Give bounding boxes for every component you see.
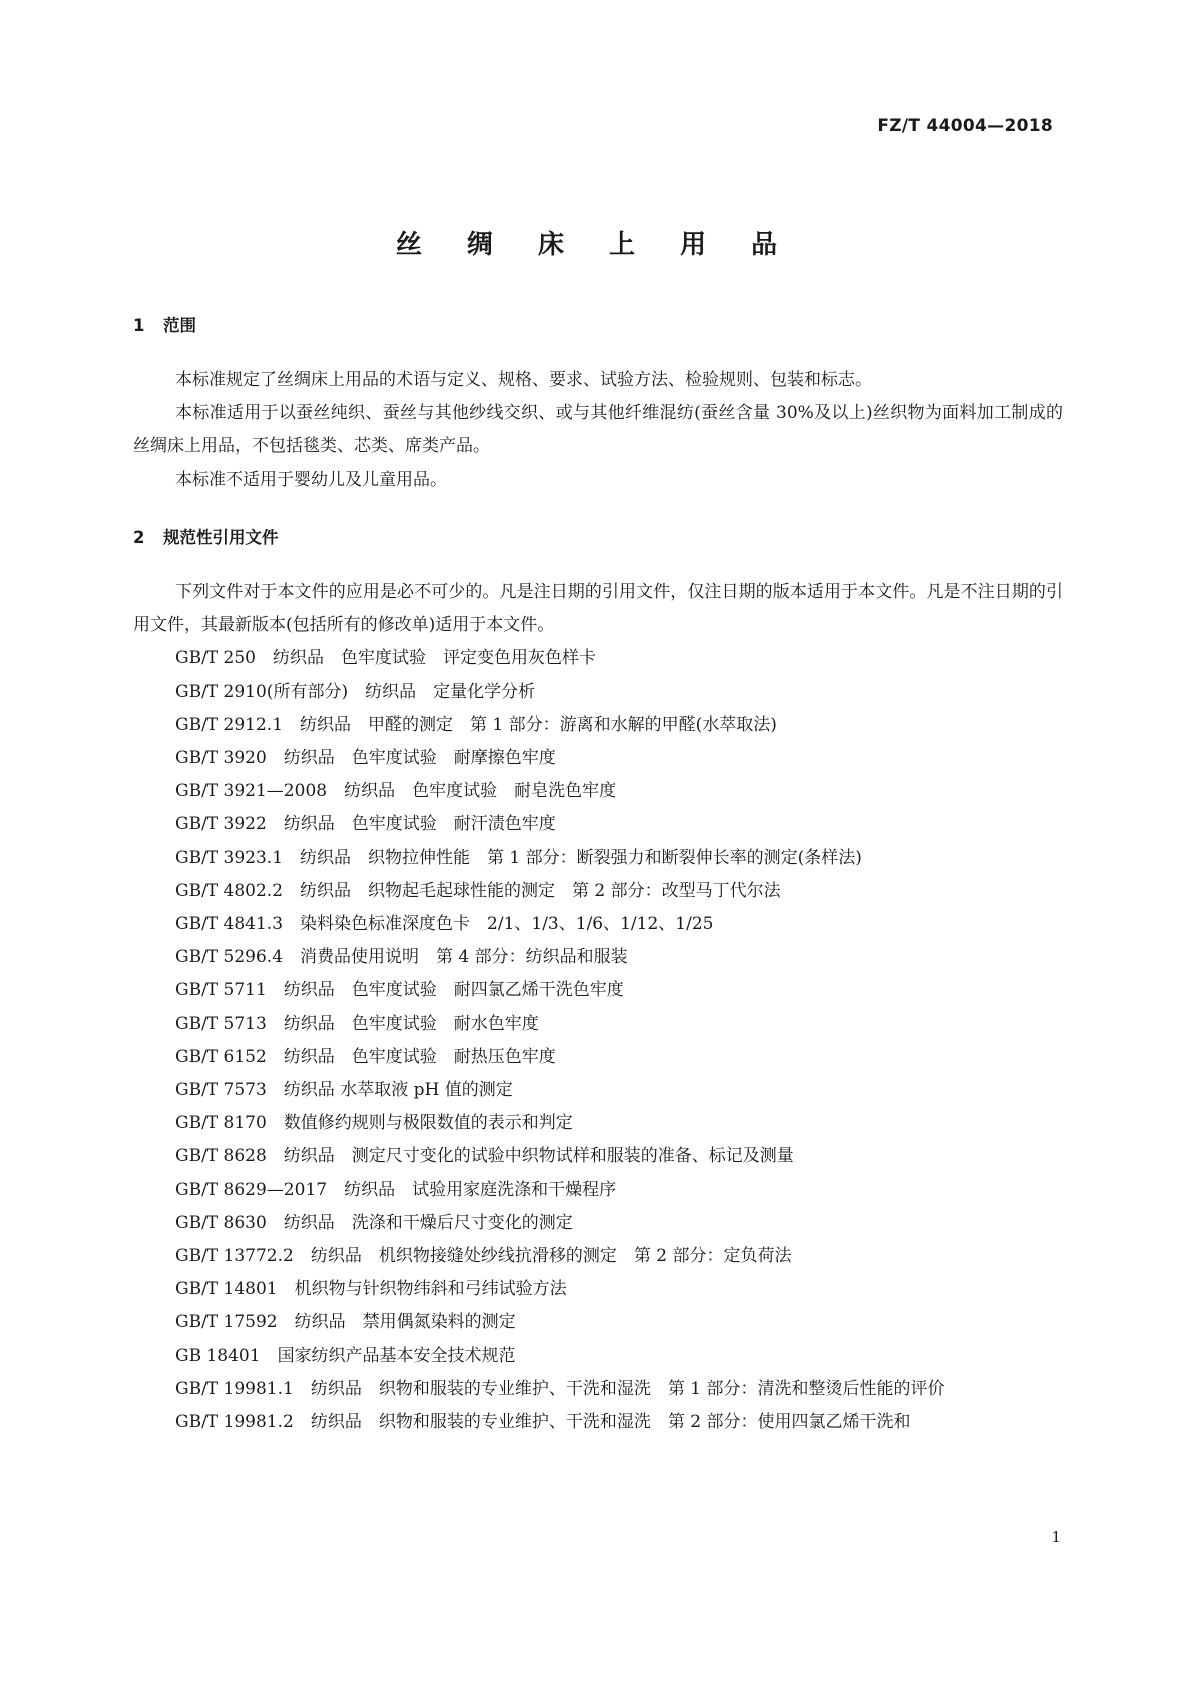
reference-code: GB/T 6152 [175,1046,267,1067]
reference-title: 纺织品 色牢度试验 耐皂洗色牢度 [344,781,617,802]
reference-title: 纺织品 水萃取液 pH 值的测定 [283,1080,513,1101]
reference-item [133,908,1063,941]
reference-title: 纺织品 机织物接缝处纱线抗滑移的测定 第 2 部分：定负荷法 [310,1246,792,1267]
reference-code: GB/T 3922 [175,814,267,835]
reference-title: 数值修约规则与极限数值的表示和判定 [283,1113,573,1134]
reference-item [133,642,1063,675]
reference-item [133,1107,1063,1140]
reference-item [133,1074,1063,1107]
reference-item [133,1373,1063,1406]
reference-list [133,642,1063,1439]
reference-item [133,1140,1063,1173]
spacer [267,1213,284,1233]
reference-title: 纺织品 织物和服装的专业维护、干洗和湿洗 第 2 部分：使用四氯乙烯干洗和 [310,1412,911,1433]
section-2-heading [133,524,279,548]
reference-title: 消费品使用说明 第 4 部分：纺织品和服装 [300,947,628,968]
spacer [278,1312,295,1332]
document-title: 丝 绸 床 上 用 品 [395,230,796,260]
standard-code: FZ/T 44004—2018 [877,116,1053,136]
reference-item [133,808,1063,841]
spacer [267,1146,284,1166]
reference-item [133,1340,1063,1373]
spacer [327,781,344,801]
spacer [283,715,300,735]
reference-code: GB/T 3923.1 [175,847,284,868]
spacer [348,682,365,702]
reference-title: 纺织品 色牢度试验 耐热压色牢度 [283,1046,556,1067]
page-number: 1 [1051,1528,1061,1546]
reference-title: 纺织品 色牢度试验 耐汗渍色牢度 [283,814,556,835]
reference-item [133,1207,1063,1240]
reference-title: 纺织品 织物和服装的专业维护、干洗和湿洗 第 1 部分：清洗和整烫后性能的评价 [310,1378,945,1399]
section-2-body [133,576,1063,1439]
spacer [267,814,284,834]
reference-code: GB/T 2912.1 [175,714,284,735]
spacer [261,1346,278,1366]
spacer [294,1412,311,1432]
spacer [283,947,300,967]
spacer [283,881,300,901]
paragraph: 下列文件对于本文件的应用是必不可少的。凡是注日期的引用文件，仅注日期的版本适用于本文件。凡是不注日期的引用文件，其最新版本(包括所有的修改单)适用于本文件。 [133,582,1063,636]
reference-code: GB/T 19981.2 [175,1412,294,1433]
reference-code: GB/T 4802.2 [175,880,284,901]
paragraph: 本标准规定了丝绸床上用品的术语与定义、规格、要求、试验方法、检验规则、包装和标志。 [175,370,872,390]
reference-title: 纺织品 色牢度试验 耐四氯乙烯干洗色牢度 [283,980,624,1001]
reference-title: 纺织品 织物拉伸性能 第 1 部分：断裂强力和断裂伸长率的测定(条样法) [300,847,862,868]
spacer [267,748,284,768]
reference-item [133,1008,1063,1041]
spacer [283,914,300,934]
reference-item [133,742,1063,775]
reference-item [133,1041,1063,1074]
spacer [267,980,284,1000]
reference-title: 纺织品 色牢度试验 耐水色牢度 [283,1013,539,1034]
reference-item [133,1406,1063,1439]
section-1-number: 1 [133,316,145,335]
section-1-body [133,364,1063,497]
reference-code: GB/T 3921—2008 [175,781,328,802]
reference-code: GB/T 8629—2017 [175,1179,328,1200]
reference-code: GB/T 5713 [175,1013,267,1034]
spacer [278,1279,295,1299]
reference-title: 国家纺织产品基本安全技术规范 [277,1345,516,1366]
reference-item [133,875,1063,908]
reference-code: GB/T 13772.2 [175,1246,294,1267]
reference-item [133,1306,1063,1339]
paragraph: 本标准不适用于婴幼儿及儿童用品。 [175,469,447,490]
section-1-heading [133,312,196,336]
reference-code: GB/T 14801 [175,1279,278,1300]
reference-code: GB/T 8628 [175,1146,267,1167]
reference-item [133,709,1063,742]
reference-item [133,974,1063,1007]
reference-code: GB/T 8630 [175,1212,267,1233]
reference-title: 机织物与针织物纬斜和弓纬试验方法 [294,1279,567,1300]
paragraph: 本标准适用于以蚕丝纯织、蚕丝与其他纱线交织、或与其他纤维混纺(蚕丝含量 30%及以上)丝织物为面料加工制成的丝绸床上用品，不包括毯类、芯类、席类产品。 [133,403,1063,457]
spacer [294,1246,311,1266]
reference-title: 纺织品 禁用偶氮染料的测定 [294,1312,516,1333]
section-2-number: 2 [133,528,145,547]
reference-code: GB/T 4841.3 [175,914,284,935]
reference-code: GB/T 17592 [175,1312,278,1333]
reference-title: 纺织品 甲醛的测定 第 1 部分：游离和水解的甲醛(水萃取法) [300,714,777,735]
reference-item [133,1240,1063,1273]
reference-title: 纺织品 洗涤和干燥后尺寸变化的测定 [283,1212,573,1233]
spacer [327,1180,344,1200]
reference-item [133,676,1063,709]
spacer [294,1379,311,1399]
reference-code: GB/T 250 [175,648,256,669]
reference-title: 纺织品 织物起毛起球性能的测定 第 2 部分：改型马丁代尔法 [300,880,781,901]
reference-code: GB 18401 [175,1345,261,1366]
reference-code: GB/T 3920 [175,748,267,769]
section-2-title: 规范性引用文件 [163,528,279,547]
spacer [267,1113,284,1133]
spacer [256,648,273,668]
reference-title: 纺织品 色牢度试验 耐摩擦色牢度 [283,748,556,769]
spacer [283,848,300,868]
reference-code: GB/T 19981.1 [175,1378,294,1399]
reference-code: GB/T 8170 [175,1113,267,1134]
reference-item [133,842,1063,875]
reference-item [133,941,1063,974]
spacer [267,1080,284,1100]
spacer [267,1014,284,1034]
spacer [267,1047,284,1067]
reference-title: 纺织品 定量化学分析 [365,681,536,702]
reference-title: 纺织品 试验用家庭洗涤和干燥程序 [344,1179,617,1200]
reference-title: 纺织品 测定尺寸变化的试验中织物试样和服装的准备、标记及测量 [283,1146,794,1167]
reference-title: 染料染色标准深度色卡 2/1、1/3、1/6、1/12、1/25 [300,914,714,935]
reference-code: GB/T 5296.4 [175,947,284,968]
reference-code: GB/T 7573 [175,1080,267,1101]
reference-code: GB/T 2910(所有部分) [175,681,349,702]
reference-title: 纺织品 色牢度试验 评定变色用灰色样卡 [273,648,596,669]
reference-code: GB/T 5711 [175,980,267,1001]
reference-item [133,775,1063,808]
reference-item [133,1174,1063,1207]
section-1-title: 范围 [163,316,196,335]
reference-item [133,1273,1063,1306]
